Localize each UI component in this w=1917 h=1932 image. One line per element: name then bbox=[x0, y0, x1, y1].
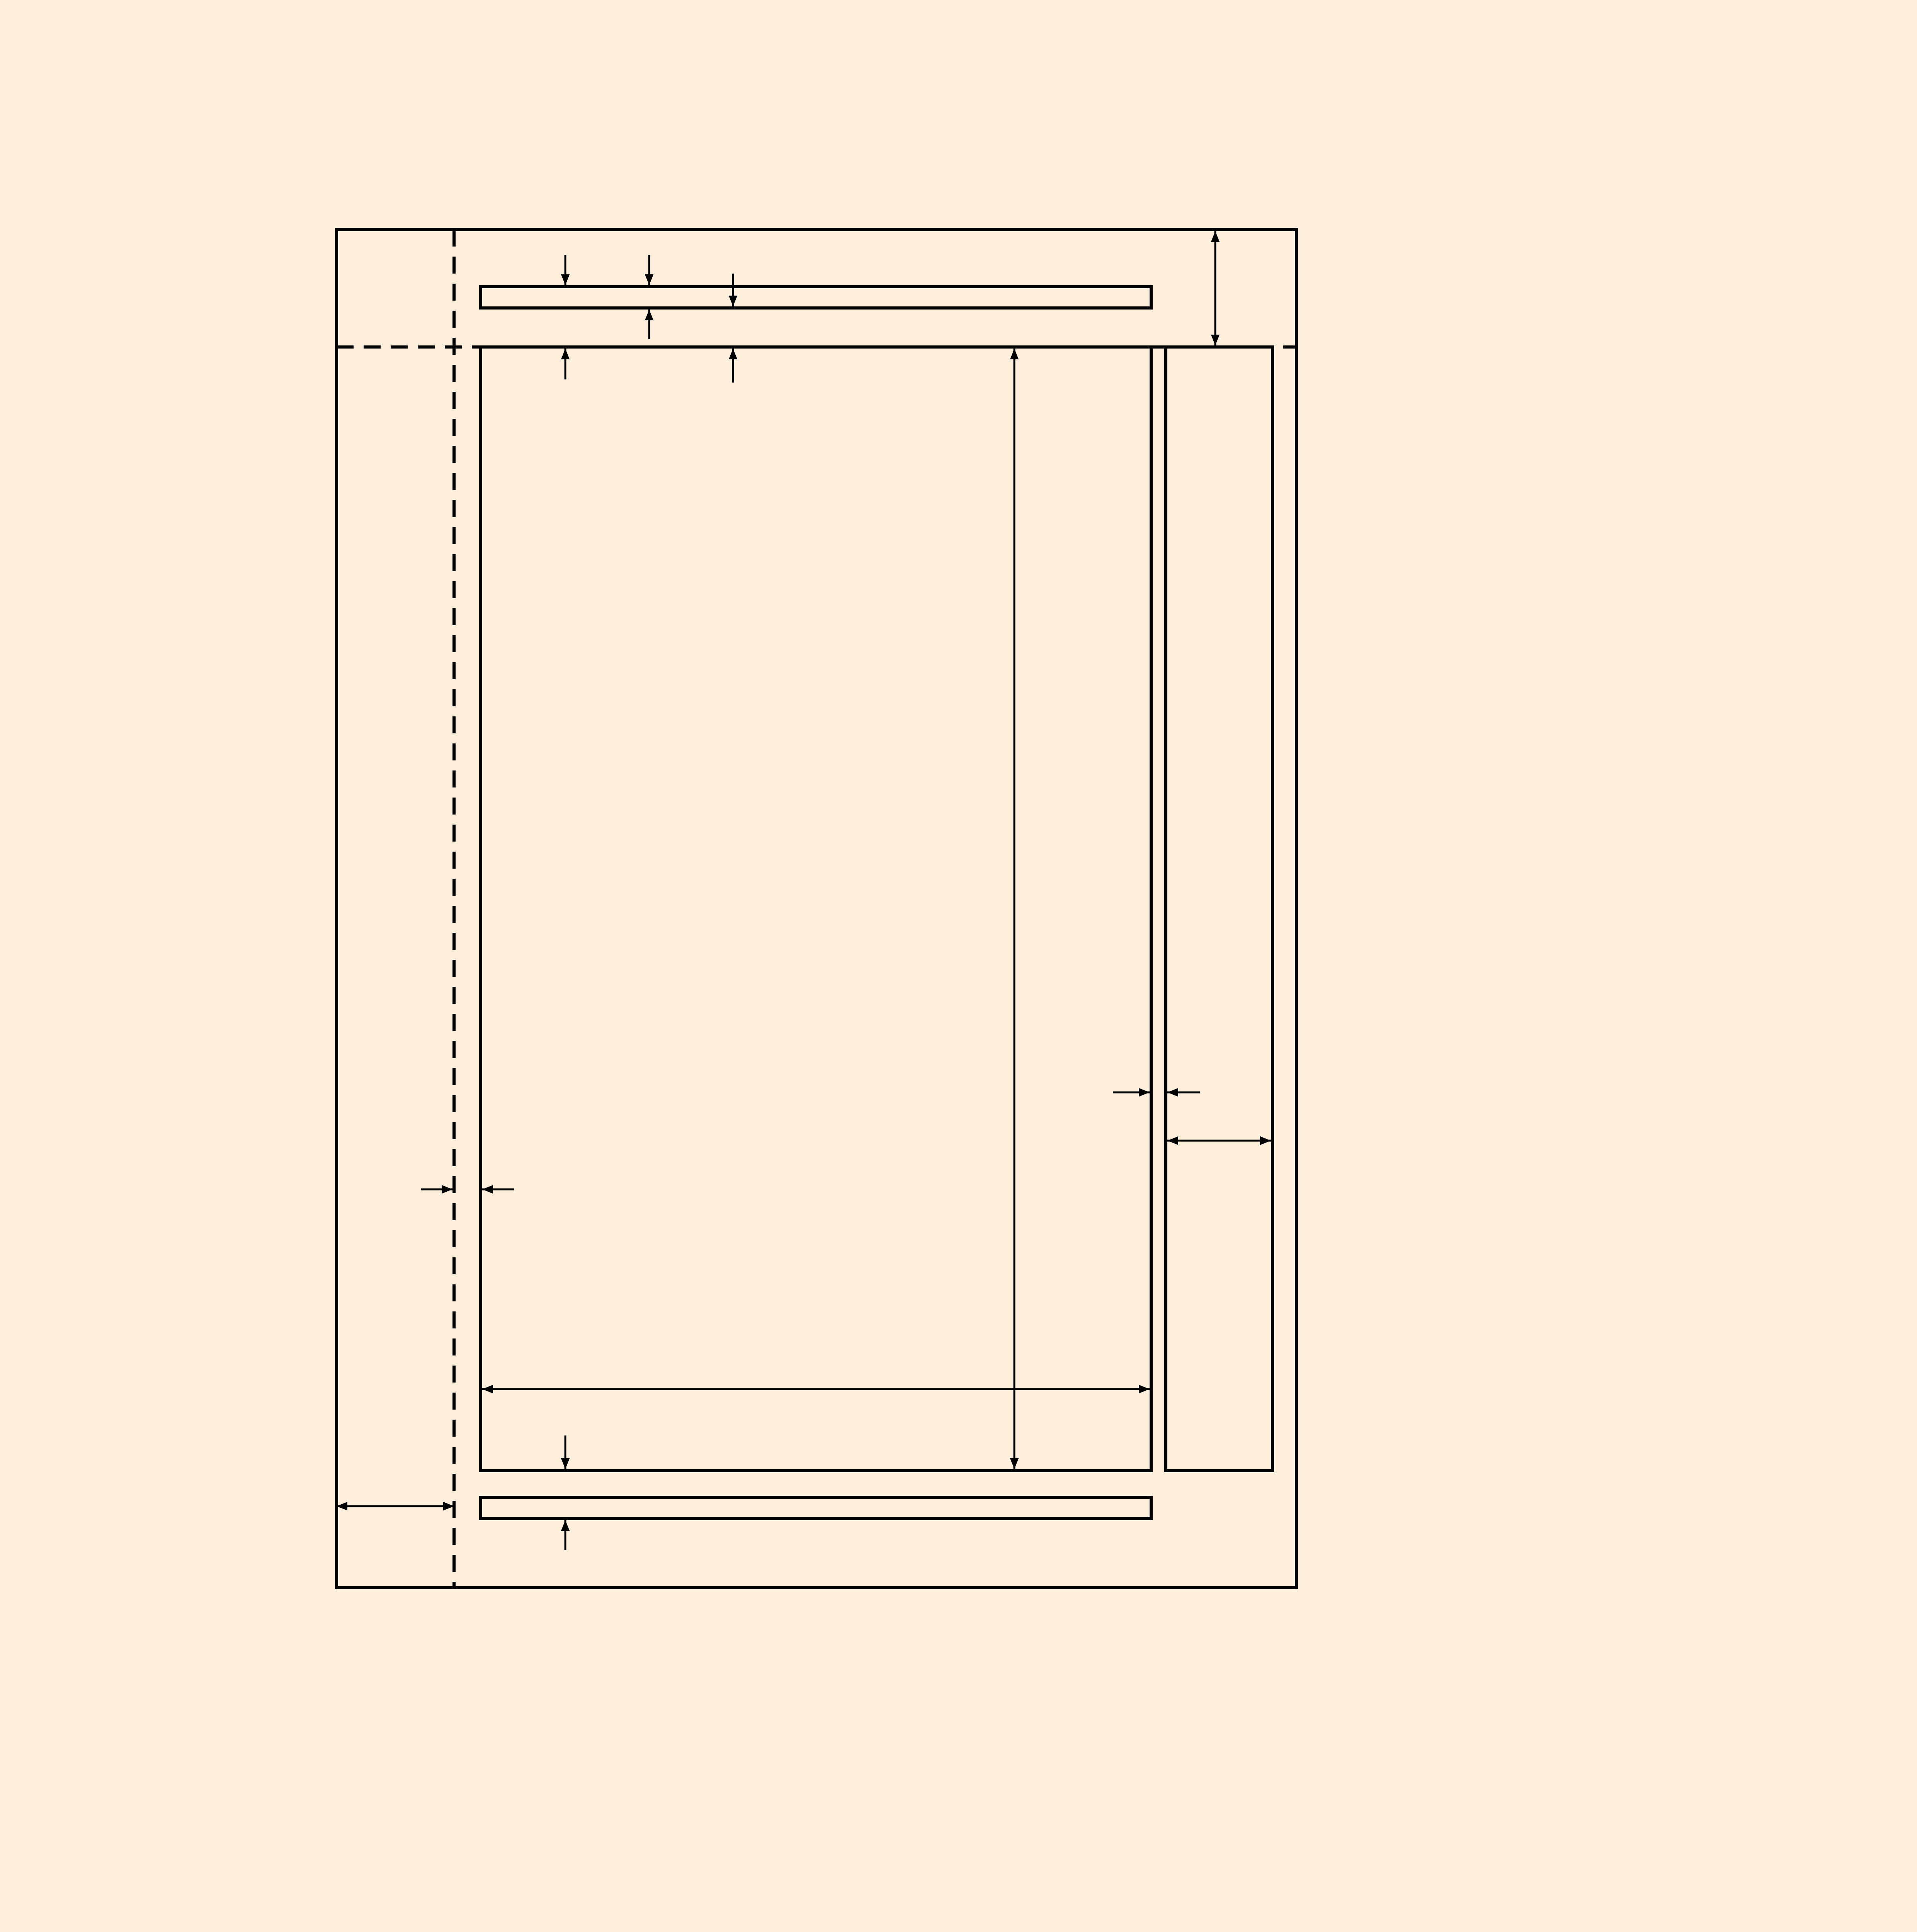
body-box bbox=[481, 347, 1151, 1471]
header-box bbox=[481, 287, 1151, 308]
margin-notes-box bbox=[1166, 347, 1272, 1471]
dimension-arrows bbox=[337, 231, 1271, 1550]
footer-box bbox=[481, 1497, 1151, 1519]
